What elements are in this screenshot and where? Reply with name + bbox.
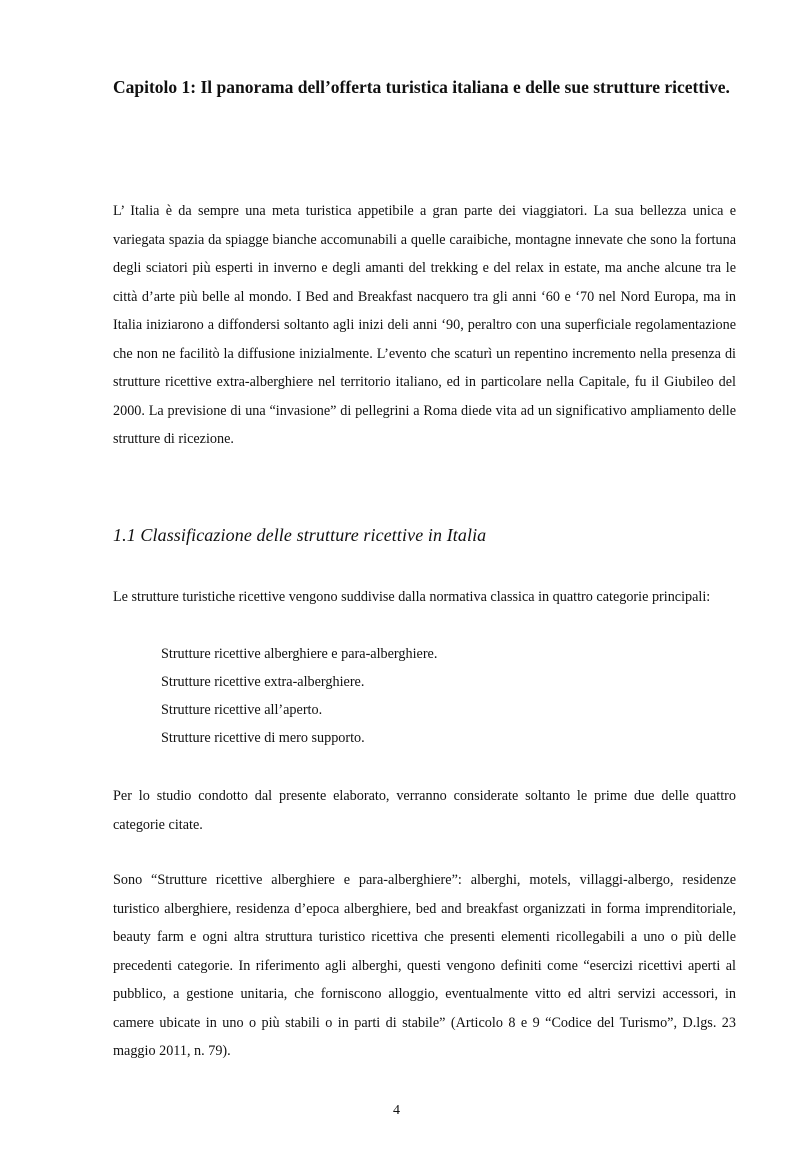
section-intro-paragraph: Le strutture turistiche ricettive vengono suddivise dalla normativa classica in quattro categorie principali:: [113, 589, 711, 605]
definition-paragraph: Sono “Strutture ricettive alberghiere e para-alberghiere”: alberghi, motels, villaggi-albergo, residenze turistico alberghiere, residenza d’epoca alberghiere, bed and breakfast organizzati in forma imprenditoriale, beauty farm e ogni altra struttura turistico ricettiva che presenti elementi ricollegabili a uno o più delle precedenti categorie. In riferimento agli alberghi, questi vengono definiti come “esercizi ricettivi aperti al pubblico, a gestione unitaria, che forniscono alloggio, eventualmente vitto ed altri servizi accessori, in camere ubicate in uno o più stabili o in parti di stabile” (Articolo 8 e 9 “Codice del Turismo”, D.lgs. 23 maggio 2011, n. 79).: [113, 872, 736, 1059]
list-item: Strutture ricettive all’aperto.: [161, 702, 323, 718]
list-item: Strutture ricettive extra-alberghiere.: [161, 674, 365, 690]
study-note-paragraph: Per lo studio condotto dal presente elaborato, verranno considerate soltanto le prime due delle quattro categorie citate.: [113, 788, 736, 833]
list-item: Strutture ricettive di mero supporto.: [161, 730, 365, 746]
intro-paragraph: L’ Italia è da sempre una meta turistica appetibile a gran parte dei viaggiatori. La sua bellezza unica e variegata spazia da spiagge bianche accomunabili a quelle caraibiche, montagne innevate che sono la fortuna degli sciatori più esperti in inverno e degli amanti del trekking e del relax in estate, ma anche alcune tra le città d’arte più belle al mondo. I Bed and Breakfast nacquero tra gli anni ‘60 e ‘70 nel Nord Europa, ma in Italia iniziarono a diffondersi soltanto agli inizi deli anni ‘90, peraltro con una superficiale regolamentazione che non ne facilitò la diffusione inizialmente. L’evento che scaturì un repentino incremento nella presenza di strutture ricettive extra-alberghiere nel territorio italiano, ed in particolare nella Capitale, fu il Giubileo del 2000. La previsione di una “invasione” di pellegrini a Roma diede vita ad un significativo ampliamento delle strutture di ricezione.: [113, 203, 736, 447]
list-item: Strutture ricettive alberghiere e para-alberghiere.: [161, 646, 438, 662]
category-list: [161, 640, 437, 752]
page-number: 4: [393, 1103, 400, 1118]
chapter-title: Capitolo 1: Il panorama dell’offerta turistica italiana e delle sue strutture ricettive.: [113, 77, 730, 97]
section-title: 1.1 Classificazione delle strutture ricettive in Italia: [113, 525, 487, 545]
